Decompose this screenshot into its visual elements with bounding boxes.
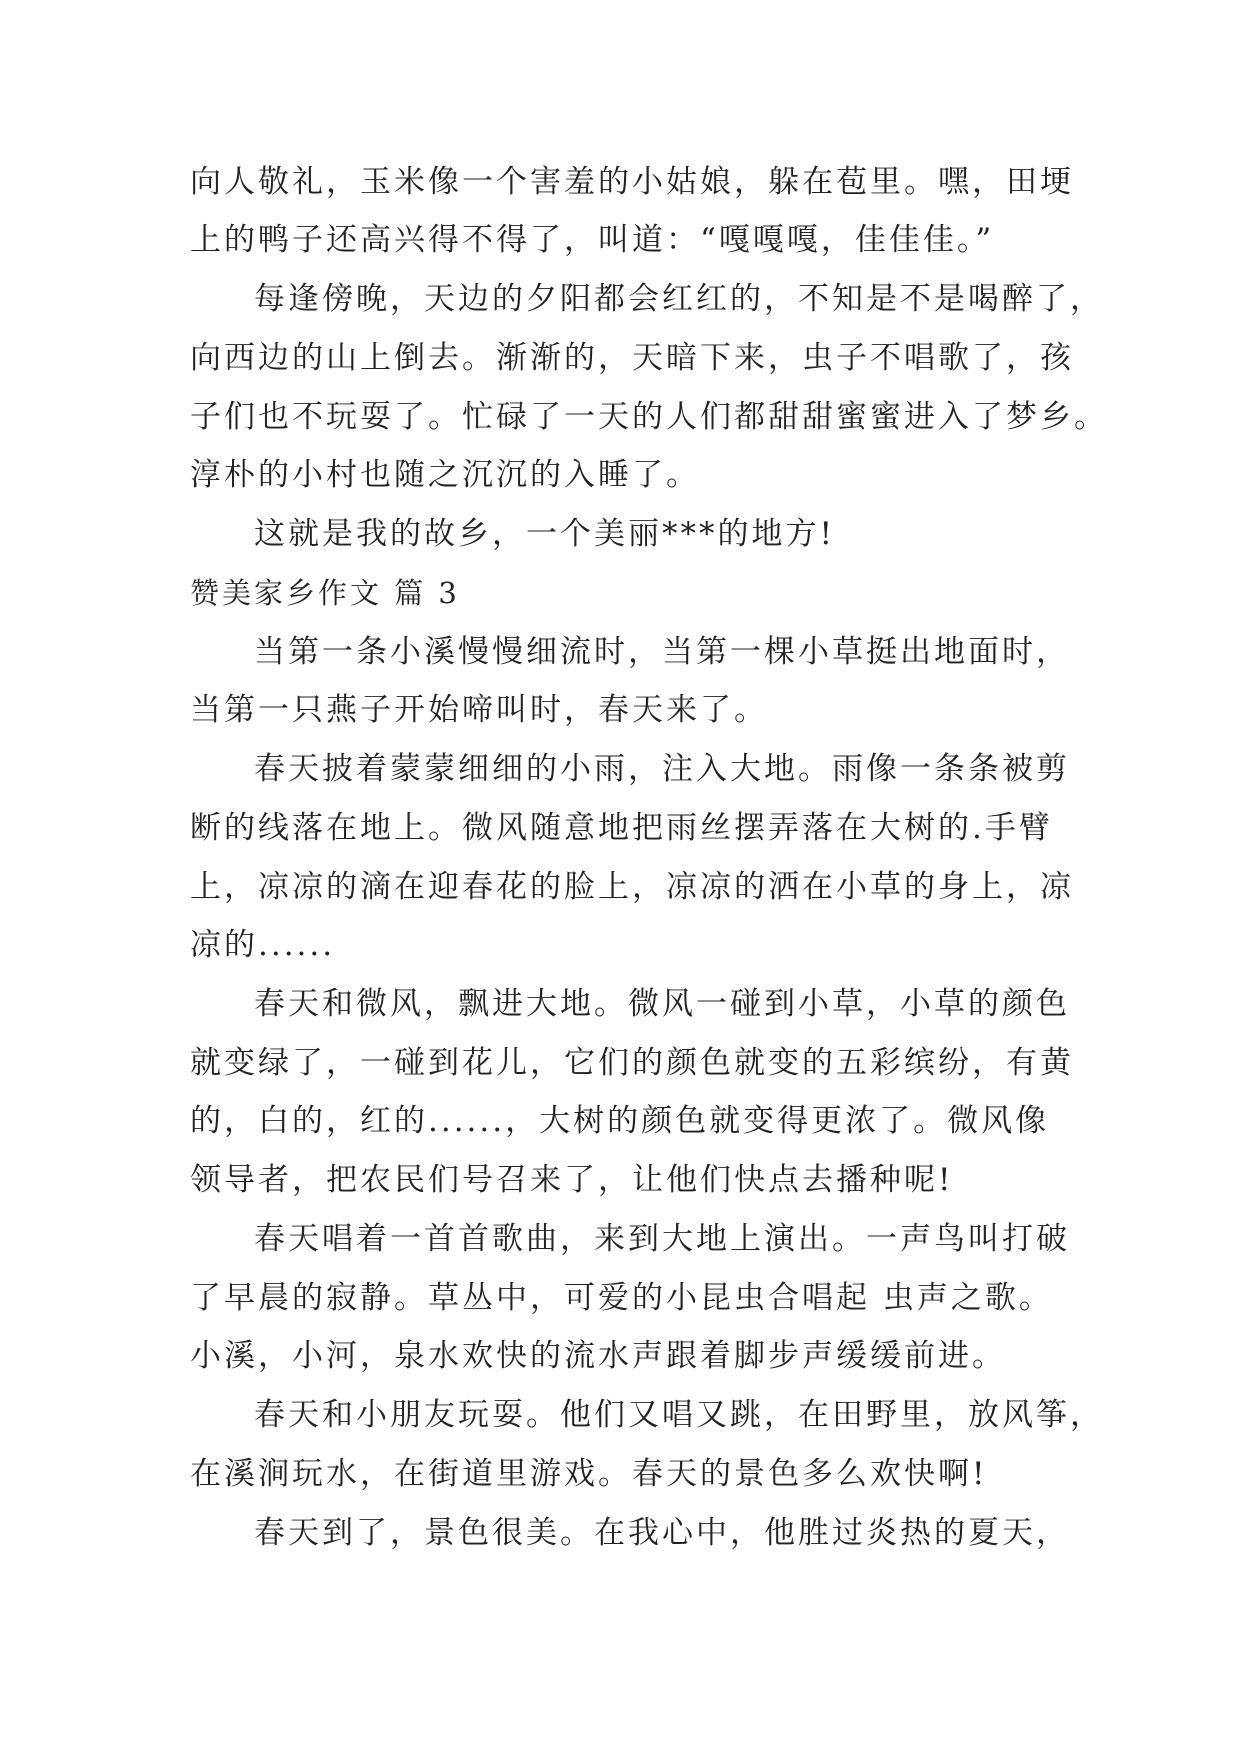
text-line: 上的鸭子还高兴得不得了，叫道：“嘎嘎嘎，佳佳佳。” <box>190 222 995 258</box>
text-line: 小溪，小河，泉水欢快的流水声跟着脚步声缓缓前进。 <box>190 1338 1006 1374</box>
text-line: 的，白的，红的......，大树的颜色就变得更浓了。微风像 <box>190 1103 1050 1139</box>
paragraph-start-line: 春天到了，景色很美。在我心中，他胜过炎热的夏天， <box>254 1515 1070 1551</box>
text-line: 了早晨的寂静。草丛中，可爱的小昆虫合唱起 虫声之歌。 <box>190 1280 1053 1316</box>
text-line: 上，凉凉的滴在迎春花的脸上，凉凉的洒在小草的身上，凉 <box>190 869 1074 905</box>
text-line: 向西边的山上倒去。渐渐的，天暗下来，虫子不唱歌了，孩 <box>190 340 1074 376</box>
paragraph-start-line: 春天和微风，飘进大地。微风一碰到小草，小草的颜色 <box>254 986 1070 1022</box>
text-line: 当第一只燕子开始啼叫时，春天来了。 <box>190 692 768 728</box>
section-heading: 赞美家乡作文 篇 3 <box>190 576 460 610</box>
text-line: 子们也不玩耍了。忙碌了一天的人们都甜甜蜜蜜进入了梦乡。 <box>190 399 1108 435</box>
paragraph-start-line: 当第一条小溪慢慢细流时，当第一棵小草挺出地面时， <box>254 634 1070 670</box>
text-line: 领导者，把农民们号召来了，让他们快点去播种呢! <box>190 1162 954 1198</box>
text-line: 断的线落在地上。微风随意地把雨丝摆弄落在大树的.手臂 <box>190 810 1053 846</box>
text-line: 向人敬礼，玉米像一个害羞的小姑娘，躲在苞里。嘿，田埂 <box>190 164 1074 200</box>
text-line: 凉的...... <box>190 927 336 963</box>
paragraph-start-line: 春天和小朋友玩耍。他们又唱又跳，在田野里，放风筝， <box>254 1397 1104 1433</box>
paragraph-start-line: 每逢傍晚，天边的夕阳都会红红的，不知是不是喝醉了， <box>254 281 1104 317</box>
paragraph-start-line: 春天披着蒙蒙细细的小雨，注入大地。雨像一条条被剪 <box>254 751 1070 787</box>
text-line: 就变绿了，一碰到花儿，它们的颜色就变的五彩缤纷，有黄 <box>190 1045 1074 1081</box>
text-line: 在溪涧玩水，在街道里游戏。春天的景色多么欢快啊! <box>190 1456 988 1492</box>
paragraph-start-line: 春天唱着一首首歌曲，来到大地上演出。一声鸟叫打破 <box>254 1221 1070 1257</box>
paragraph-start-line: 这就是我的故乡，一个美丽***的地方! <box>254 516 835 552</box>
text-line: 淳朴的小村也随之沉沉的入睡了。 <box>190 457 700 493</box>
